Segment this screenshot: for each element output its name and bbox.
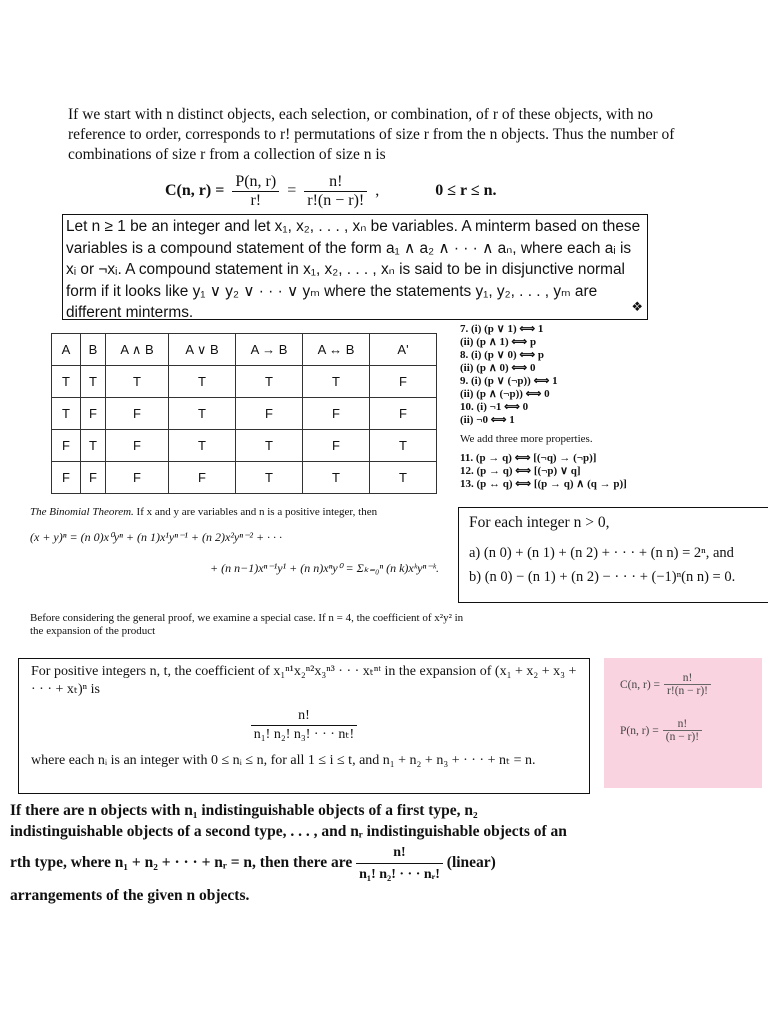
table-cell: F: [81, 398, 106, 430]
table-cell: T: [52, 366, 81, 398]
table-cell: T: [236, 462, 303, 494]
table-cell: F: [303, 430, 370, 462]
combinations-paragraph: If we start with n distinct objects, each selection, or combination, of r of these objects, with no reference to order, corresponds to r! permutations of size r from the n objects. Thus the number of combinations of size r from a collection of size n is: [68, 106, 675, 163]
table-cell: F: [52, 462, 81, 494]
property-line: 10. (i) ¬1 ⟺ 0: [460, 401, 529, 413]
multinomial-text-2: where each nᵢ is an integer with 0 ≤ nᵢ ≤ n, for all 1 ≤ i ≤ t, and n₁ + n₂ + n₃ + · · · + nₜ = n.: [31, 753, 536, 768]
combinations-formula: [165, 170, 725, 212]
minterm-definition-box: [62, 214, 648, 320]
formula-fraction-2: [304, 173, 367, 210]
formula-card: [604, 658, 762, 788]
fraction-numerator: n!: [664, 672, 711, 685]
header-cell: A ∨ B: [169, 334, 236, 366]
table-cell: T: [370, 430, 437, 462]
permutation-formula: [620, 718, 702, 743]
header-cell: A ∧ B: [106, 334, 169, 366]
property-note: We add three more properties.: [460, 433, 593, 445]
table-cell: T: [169, 398, 236, 430]
fraction-denominator: r!(n − r)!: [667, 685, 708, 697]
property-line: 9. (i) (p ∨ (¬p)) ⟺ 1: [460, 375, 558, 387]
equals-sign: =: [287, 182, 297, 199]
table-cell: T: [236, 430, 303, 462]
truth-table-header-row: [52, 334, 437, 366]
table-cell: T: [370, 462, 437, 494]
fraction-numerator: n!: [663, 718, 702, 731]
table-cell: T: [52, 398, 81, 430]
table-cell: F: [236, 398, 303, 430]
table-cell: T: [303, 366, 370, 398]
property-line: 11. (p → q) ⟺ [(¬q) → (¬p)]: [460, 452, 597, 464]
binomial-line-1: (x + y)ⁿ = (n 0)x⁰yⁿ + (n 1)x¹yⁿ⁻¹ + (n 2)x²yⁿ⁻² + · · ·: [30, 530, 283, 544]
arrangements-paragraph: [10, 800, 570, 906]
identity-b: b) (n 0) − (n 1) + (n 2) − · · · + (−1)ⁿ(n n) = 0.: [469, 569, 736, 585]
binomial-followup: Before considering the general proof, we examine a special case. If n = 4, the coefficient of x²y² in the expansion of the product: [30, 612, 464, 637]
property-line: 13. (p ↔ q) ⟺ [(p → q) ∧ (q → p)]: [460, 478, 627, 490]
table-cell: F: [169, 462, 236, 494]
fraction-denominator: (n − r)!: [665, 731, 700, 743]
multinomial-text-1: For positive integers n, t, the coefficient of x₁ⁿ¹x₂ⁿ²x₃ⁿ³ · · · xₜⁿᵗ in the expansion of (x₁ + x₂ + x₃ + · · · + xₜ)ⁿ is: [31, 664, 577, 697]
table-cell: F: [370, 366, 437, 398]
table-cell: F: [303, 398, 370, 430]
end-of-definition-icon: ❖: [631, 298, 643, 314]
table-cell: T: [236, 366, 303, 398]
comma: ,: [375, 182, 380, 199]
arrangements-fraction: [356, 842, 443, 885]
binomial-intro: If x and y are variables and n is a positive integer, then: [136, 506, 378, 518]
multinomial-theorem-box: [18, 658, 590, 794]
table-cell: T: [169, 430, 236, 462]
table-row: [52, 366, 437, 398]
binomial-line-2: + (n n−1)xⁿ⁻¹y¹ + (n n)xⁿy⁰ = Σₖ₌₀ⁿ (n k)xᵏyⁿ⁻ᵏ.: [210, 561, 439, 575]
property-line: (ii) (p ∧ 0) ⟺ 0: [460, 362, 536, 374]
multinomial-fraction: [251, 707, 357, 744]
table-cell: T: [303, 462, 370, 494]
fraction-numerator: n!: [356, 842, 443, 864]
binomial-identity-box: [458, 507, 768, 603]
header-cell: A': [370, 334, 437, 366]
fraction-denominator: r!(n − r)!: [307, 191, 365, 209]
p-lhs: P(n, r) =: [620, 724, 659, 737]
table-row: [52, 462, 437, 494]
combination-formula: [620, 672, 711, 697]
property-line: (ii) (p ∧ 1) ⟺ p: [460, 336, 537, 348]
c-fraction: [664, 672, 711, 697]
fraction-denominator: n₁! n₂! n₃! · · · nₜ!: [253, 727, 355, 742]
p-fraction: [663, 718, 702, 743]
table-cell: F: [370, 398, 437, 430]
table-cell: F: [81, 462, 106, 494]
minterm-text: Let n ≥ 1 be an integer and let x₁, x₂, . . . , xₙ be variables. A minterm based on these variables is a compound statement of the form a₁ ∧ a₂ ∧ · · · ∧ aₙ, where each aᵢ is xᵢ or ¬xᵢ. A compound statement in x₁, x₂, . . . , xₙ is said to be in disjunctive normal form if it looks like y₁ ∨ y₂ ∨ · · · ∨ yₘ where the statements y₁, y₂, . . . , yₘ are different minterms.: [66, 218, 641, 321]
property-line: 8. (i) (p ∨ 0) ⟺ p: [460, 349, 545, 361]
fraction-numerator: n!: [251, 707, 357, 726]
truth-table: [51, 333, 437, 494]
table-cell: F: [106, 430, 169, 462]
header-cell: A: [52, 334, 81, 366]
header-cell: A ↔ B: [303, 334, 370, 366]
fraction-denominator: n₁! n₂! · · · nᵣ!: [359, 867, 440, 882]
identity-intro: For each integer n > 0,: [469, 514, 610, 531]
table-cell: T: [81, 366, 106, 398]
property-line: (ii) ¬0 ⟺ 1: [460, 414, 515, 426]
binomial-title: The Binomial Theorem.: [30, 506, 134, 518]
table-cell: T: [81, 430, 106, 462]
c-lhs: C(n, r) =: [620, 678, 661, 691]
fraction-denominator: r!: [250, 191, 262, 209]
property-line: (ii) (p ∧ (¬p)) ⟺ 0: [460, 388, 550, 400]
property-line: 12. (p → q) ⟺ [(¬p) ∨ q]: [460, 465, 581, 477]
table-cell: F: [52, 430, 81, 462]
logic-properties: [460, 323, 650, 493]
property-line: 7. (i) (p ∨ 1) ⟺ 1: [460, 323, 544, 335]
multinomial-formula: [31, 707, 577, 744]
table-row: [52, 398, 437, 430]
table-cell: F: [106, 398, 169, 430]
formula-fraction-1: [232, 173, 279, 210]
fraction-numerator: P(n, r): [232, 173, 279, 192]
formula-lhs: C(n, r) =: [165, 182, 225, 199]
table-row: [52, 430, 437, 462]
fraction-numerator: n!: [304, 173, 367, 192]
table-cell: T: [106, 366, 169, 398]
header-cell: B: [81, 334, 106, 366]
arrangements-text-1: If there are n objects with n₁ indistinguishable objects of a first type, n₂ indistinguishable objects of a second type, . . . , and nᵣ indistinguishable objects of an rth type, where n₁ + n₂ + · · · + nᵣ = n, then there are: [10, 802, 567, 872]
binomial-theorem: [30, 506, 460, 575]
header-cell: A → B: [236, 334, 303, 366]
table-cell: T: [169, 366, 236, 398]
formula-range: 0 ≤ r ≤ n.: [435, 182, 497, 199]
table-cell: F: [106, 462, 169, 494]
arrangements-text-2: (linear) arrangements of the given n objects.: [10, 854, 496, 904]
identity-a: a) (n 0) + (n 1) + (n 2) + · · · + (n n) = 2ⁿ, and: [469, 545, 734, 561]
